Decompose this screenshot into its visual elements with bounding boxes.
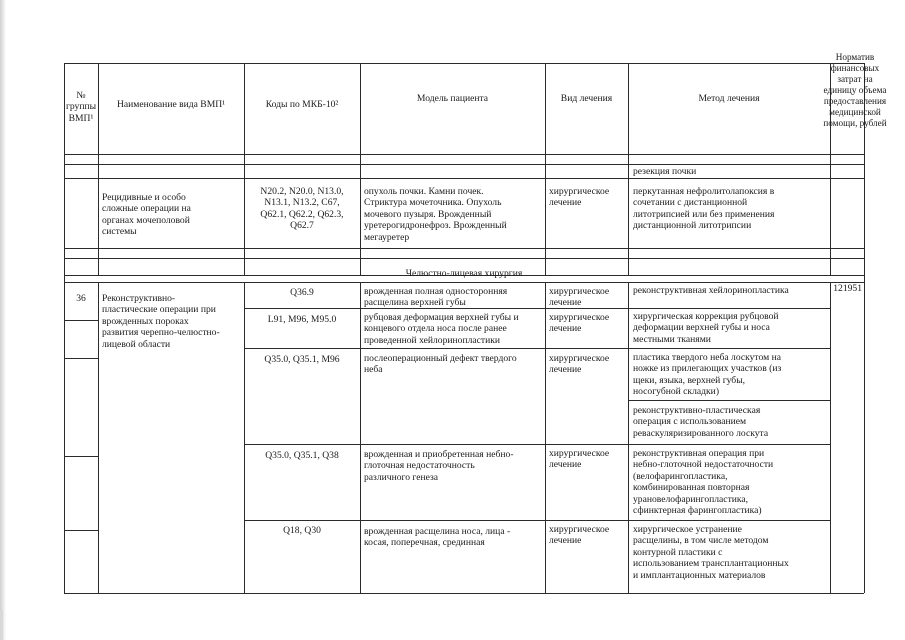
header-patient-model: Модель пациента	[416, 93, 489, 104]
column-divider	[244, 282, 245, 593]
column-divider	[628, 282, 629, 593]
cell-codes-urology: N20.2, N20.0, N13.0, N13.1, N13.2, C67, Q62.1, Q62.2, Q62.3, Q62.7	[260, 186, 344, 232]
row-divider	[244, 348, 830, 349]
row-divider	[64, 258, 864, 259]
column-divider	[545, 282, 546, 593]
row-divider	[64, 178, 864, 179]
header-divider	[64, 154, 864, 155]
column-divider	[98, 282, 99, 593]
cell-type: хирургическое лечение	[549, 353, 610, 376]
cell-codes: Q36.9	[290, 287, 314, 298]
cell-method-urology: перкутанная нефролитолапоксия в сочетании с дистанционной литотрипсией или без применения дистанционной литотрипсии	[633, 186, 775, 232]
row-divider	[244, 444, 830, 445]
cell-method: пластика твердого неба лоскутом на ножке из прилегающих участков (из щеки, языка, верхней губы, носогубной складки)	[633, 352, 782, 398]
cell-codes: Q35.0, Q35.1, Q38	[265, 450, 339, 461]
column-divider	[360, 282, 361, 593]
cell-model: послеоперационный дефект твердого неба	[364, 353, 517, 376]
cell-model: врожденная полная односторонняя расщелина верхней губы	[364, 286, 508, 309]
header-treatment-method: Метод лечения	[698, 93, 760, 104]
row-divider	[64, 358, 98, 359]
cell-type-urology: хирургическое лечение	[549, 186, 610, 209]
row-divider	[64, 248, 864, 249]
cell-type: хирургическое лечение	[549, 312, 610, 335]
cell-name-urology: Рецидивные и особо сложные операции на органах мочеполовой системы	[102, 192, 191, 238]
cell-method: хирургическое устранение расщелины, в том числе методом контурной пластики с использованием трансплантационных и имплантационных материалов	[633, 524, 789, 581]
header-icd-codes: Коды по МКБ-10²	[265, 99, 339, 110]
header-group-no: № группы ВМП¹	[65, 90, 97, 124]
method-divider	[628, 400, 830, 401]
cell-model-urology: опухоль почки. Камни почек. Стриктура мочеточника. Опухоль мочевого пузыря. Врожденный уретерогидронефроз. Врожденный мегауретер	[364, 186, 507, 243]
cell-group-cost: 121951	[833, 283, 862, 294]
row-divider	[64, 164, 864, 165]
row-divider	[244, 520, 830, 521]
header-vmp-name: Наименование вида ВМП¹	[116, 99, 226, 110]
row-divider	[64, 320, 98, 321]
table-border-left	[64, 63, 65, 593]
column-divider	[244, 63, 245, 275]
section-divider	[64, 282, 864, 283]
cell-codes: L91, M96, M95.0	[267, 314, 337, 325]
cell-model: врожденная расщелина носа, лица - косая, поперечная, срединная	[364, 526, 511, 549]
row-divider	[64, 456, 98, 457]
cell-model: врожденная и приобретенная небно- глоточная недостаточность различного генеза	[364, 449, 514, 483]
cell-codes: Q35.0, Q35.1, M96	[264, 354, 340, 365]
cell-group-number: 36	[76, 293, 86, 304]
cell-group-name: Реконструктивно- пластические операции при врожденных пороках развития черепно-челюстно- лицевой области	[102, 293, 220, 350]
cell-codes: Q18, Q30	[283, 525, 321, 536]
scan-edge-mark	[0, 610, 3, 640]
column-divider	[98, 63, 99, 275]
column-divider	[830, 282, 831, 593]
cell-type: хирургическое лечение	[549, 448, 610, 471]
cell-type: хирургическое лечение	[549, 524, 610, 547]
section-title: Челюстно-лицевая хирургия	[405, 268, 523, 279]
cell-method: реконструктивная хейлоринопластика	[633, 285, 789, 296]
cell-method: реконструктивная операция при небно-глоточной недостаточности (велофарингопластика, комбинированная повторная урановелофарингопластика, сфинктерная фарингопластика)	[633, 448, 774, 517]
table-border-top	[64, 63, 864, 64]
scan-edge-shadow	[0, 0, 6, 640]
table-border-right	[864, 63, 865, 593]
cell-type: хирургическое лечение	[549, 286, 610, 309]
cell-method: реконструктивно-пластическая операция с использованием реваскуляризированного лоскута	[633, 405, 769, 439]
cell-model: рубцовая деформация верхней губы и концевого отдела носа после ранее проведенной хейлоринопластики	[364, 312, 519, 346]
cell-method-kidney-resection: резекция почки	[633, 166, 697, 177]
cell-method: хирургическая коррекция рубцовой деформации верхней губы и носа местными тканями	[633, 311, 779, 345]
table-border-bottom	[64, 593, 864, 594]
header-cost-norm: Норматив финансовых затрат на единицу объема предоставления медицинской помощи, рублей	[823, 52, 887, 128]
header-treatment-type: Вид лечения	[560, 93, 613, 104]
row-divider	[64, 530, 98, 531]
